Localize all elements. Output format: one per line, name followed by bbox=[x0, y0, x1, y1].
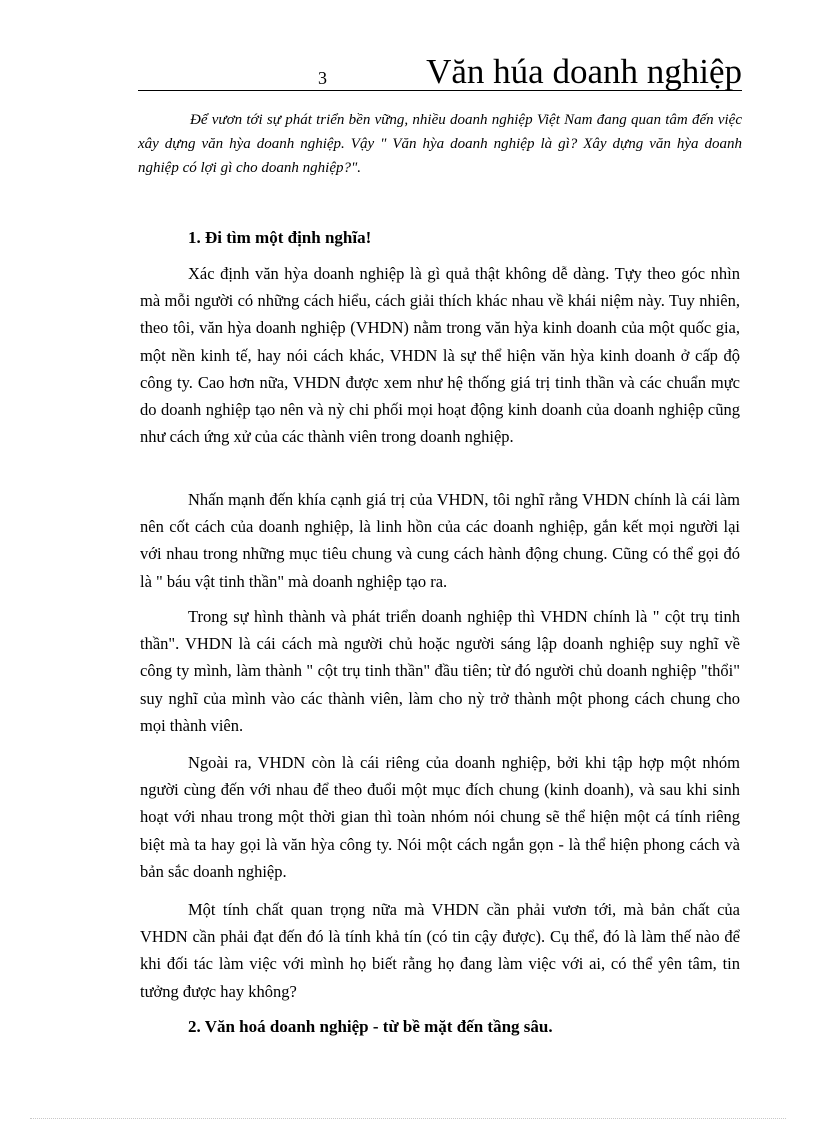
page-header bbox=[138, 52, 742, 92]
section-1-heading: 1. Đi tìm một định nghĩa! bbox=[188, 228, 372, 247]
intro-paragraph: Để vươn tới sự phát triển bền vững, nhiều doanh nghiệp Việt Nam đang quan tâm đến việc xây dựng văn hỳa doanh nghiệp. Vậy " Văn hỳa doanh nghiệp là gì? Xây dựng văn hỳa doanh nghiệp có lợi gì cho doanh nghiệp?". bbox=[138, 112, 742, 176]
paragraph-3: Trong sự hình thành và phát triển doanh nghiệp thì VHDN chính là " cột trụ tinh thần". VHDN là cái cách mà người chủ hoặc người sáng lập doanh nghiệp suy nghĩ về công ty mình, làm thành " cột trụ tinh thần" đầu tiên; từ đó người chủ doanh nghiệp "thổi" suy nghĩ của mình vào các thành viên, làm cho nỳ trở thành một phong cách chung cho mọi thành viên. bbox=[140, 607, 740, 735]
paragraph-1: Xác định văn hỳa doanh nghiệp là gì quả thật không dễ dàng. Tựy theo góc nhìn mà mỗi người có những cách hiểu, cách giải thích khác nhau về khái niệm này. Tuy nhiên, theo tôi, văn hỳa doanh nghiệp (VHDN) nằm trong văn hỳa kinh doanh của một quốc gia, một nền kinh tế, hay nói cách khác, VHDN là sự thể hiện văn hỳa kinh doanh ở cấp độ công ty. Cao hơn nữa, VHDN được xem như hệ thống giá trị tinh thần và các chuẩn mực do doanh nghiệp tạo nên và nỳ chi phối mọi hoạt động kinh doanh của doanh nghiệp cũng như cách ứng xử của các thành viên trong doanh nghiệp. bbox=[140, 264, 740, 447]
paragraph-5: Một tính chất quan trọng nữa mà VHDN cần phải vươn tới, mà bản chất của VHDN cần phải đạt đến đó là tính khả tín (có tin cậy được). Cụ thể, đó là làm thế nào để khi đối tác làm việc với mình họ biết rằng họ đang làm việc với ai, có thể yên tâm, tin tưởng được hay không? bbox=[140, 900, 740, 1001]
section-2-heading: 2. Văn hoá doanh nghiệp - từ bề mặt đến tầng sâu. bbox=[188, 1017, 553, 1036]
paragraph-4: Ngoài ra, VHDN còn là cái riêng của doanh nghiệp, bởi khi tập hợp một nhóm người cùng đến với nhau để theo đuổi một mục đích chung (kinh doanh), và sau khi sinh hoạt với nhau trong một thời gian thì toàn nhóm nói chung sẽ thể hiện một cá tính riêng biệt mà ta hay gọi là văn hỳa công ty. Nói một cách ngắn gọn - là thể hiện phong cách và bản sắc doanh nghiệp. bbox=[140, 753, 740, 881]
page-number: 3 bbox=[318, 68, 327, 88]
paragraph-2: Nhấn mạnh đến khía cạnh giá trị của VHDN, tôi nghĩ rằng VHDN chính là cái làm nên cốt cách của doanh nghiệp, là linh hồn của các doanh nghiệp, gắn kết mọi người lại với nhau trong những mục tiêu chung và cung cách hành động chung. Cũng có thể gọi đó là " báu vật tinh thần" mà doanh nghiệp tạo ra. bbox=[140, 490, 740, 591]
page-bottom-border bbox=[30, 1118, 786, 1119]
running-title: Văn húa doanh nghiệp bbox=[426, 52, 742, 91]
header-rule bbox=[138, 90, 742, 91]
